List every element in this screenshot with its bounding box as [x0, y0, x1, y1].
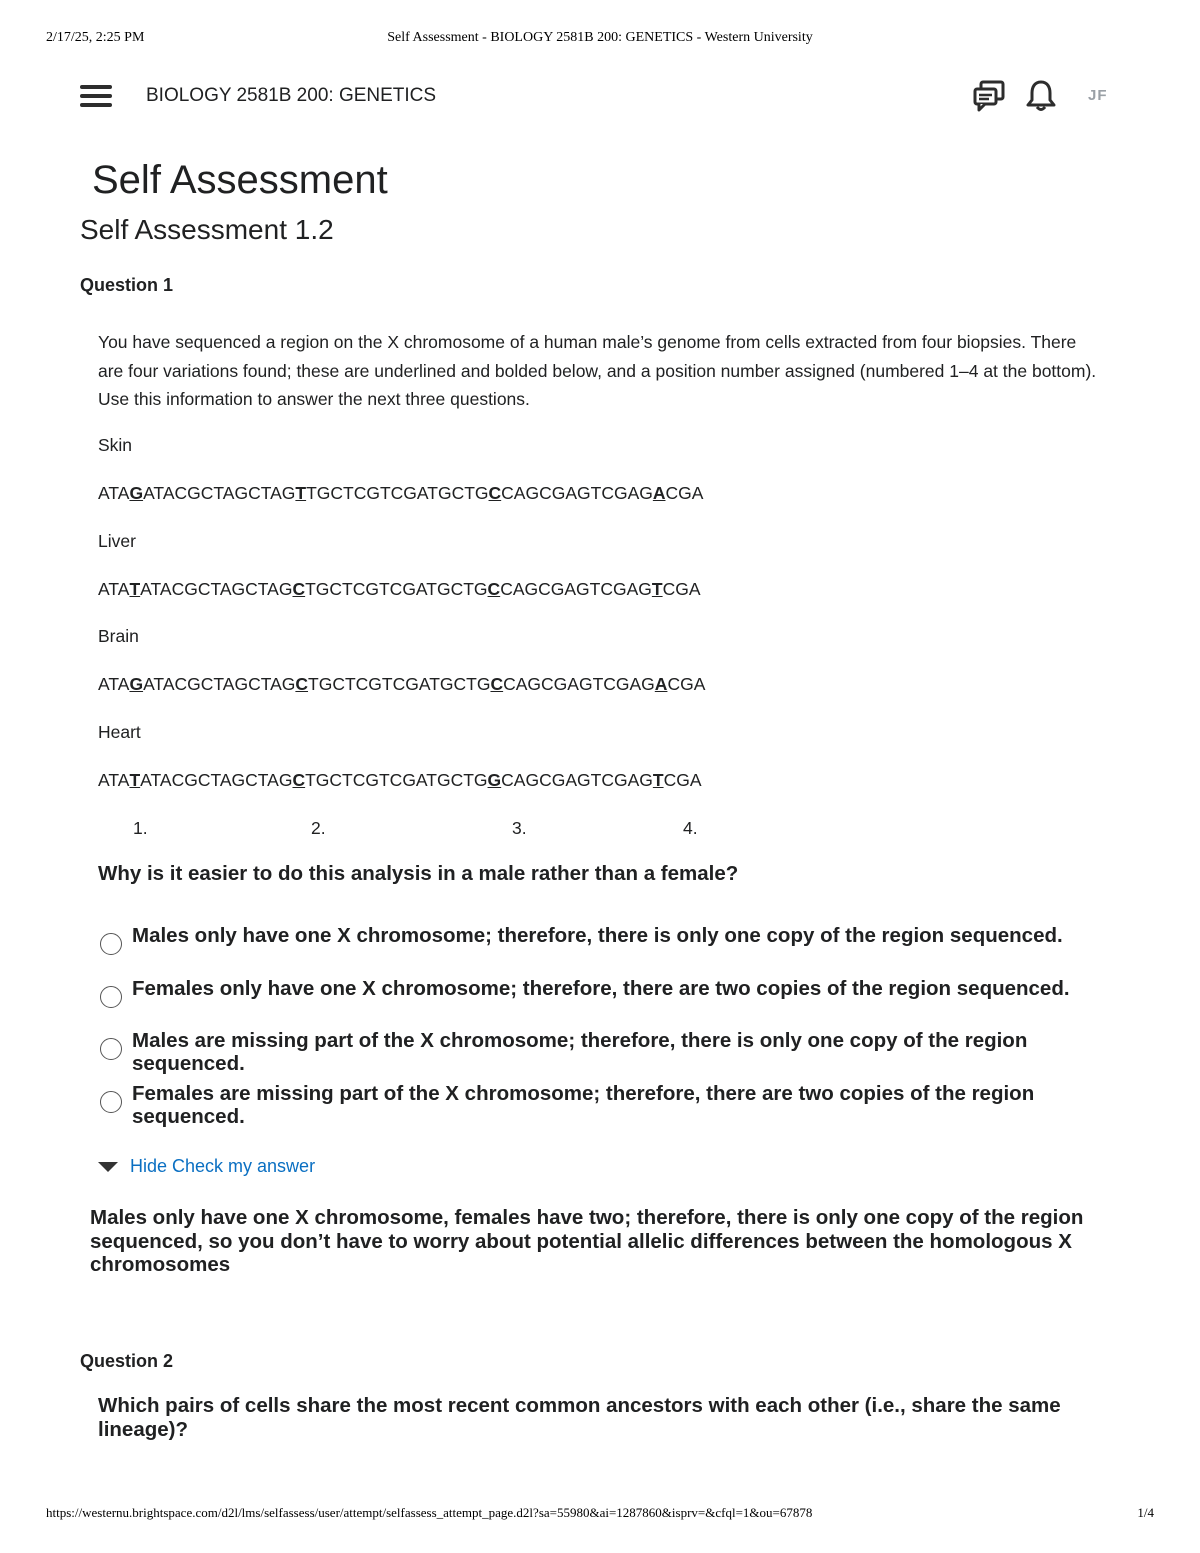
position-label: 2.: [311, 818, 326, 838]
question-2-label: Question 2: [80, 1351, 174, 1371]
print-timestamp: 2/17/25, 2:25 PM: [46, 30, 145, 45]
print-header: [0, 30, 1200, 50]
answer-option-label: Males are missing part of the X chromosome; therefore, there is only one copy of the region sequenced.: [132, 1029, 1028, 1075]
avatar[interactable]: JF: [1088, 87, 1108, 104]
sequence-brain: ATAGATACGCTAGCTAGCTGCTCGTCGATGCTGCCAGCGAGTCGAGACGA: [98, 674, 706, 694]
answer-option[interactable]: [100, 977, 1110, 1025]
bell-icon[interactable]: [1024, 79, 1058, 113]
question-1-intro: You have sequenced a region on the X chromosome of a human male’s genome from cells extracted from four biopsies. There are four variations found; these are underlined and bolded below, and a position number assigned (numbered 1–4 at the bottom). Use this information to answer the next three questions.: [98, 332, 1097, 409]
radio-button[interactable]: [100, 933, 122, 955]
print-footer: [0, 1505, 1200, 1525]
answer-option[interactable]: [100, 924, 1110, 972]
navbar: [0, 74, 1200, 120]
question-1-label: Question 1: [80, 275, 174, 295]
answer-option[interactable]: [100, 1082, 1110, 1130]
print-page-number: 1/4: [1137, 1505, 1154, 1520]
answer-option[interactable]: [100, 1029, 1110, 1077]
print-url: https://westernu.brightspace.com/d2l/lms/selfassess/user/attempt/selfassess_attempt_page.d2l?sa=55980&ai=1287860&isprv=&cfql=1&ou=67878: [46, 1505, 813, 1520]
menu-icon[interactable]: [80, 85, 112, 109]
tissue-label-heart: Heart: [98, 722, 141, 742]
radio-button[interactable]: [100, 1091, 122, 1113]
position-label: 3.: [512, 818, 527, 838]
radio-button[interactable]: [100, 1038, 122, 1060]
answer-option-label: Females are missing part of the X chromosome; therefore, there are two copies of the region sequenced.: [132, 1082, 1035, 1128]
answer-option-label: Males only have one X chromosome; therefore, there is only one copy of the region sequenced.: [132, 924, 1063, 947]
position-label: 4.: [683, 818, 698, 838]
sequence-skin: ATAGATACGCTAGCTAGTTGCTCGTCGATGCTGCCAGCGAGTCGAGACGA: [98, 483, 704, 503]
tissue-label-skin: Skin: [98, 435, 133, 455]
answer-option-label: Females only have one X chromosome; therefore, there are two copies of the region sequenced.: [132, 977, 1070, 1000]
caret-down-icon: [98, 1162, 118, 1172]
question-1-prompt: Why is it easier to do this analysis in a male rather than a female?: [98, 862, 739, 885]
page-subtitle: Self Assessment 1.2: [80, 214, 334, 245]
chat-icon[interactable]: [972, 79, 1006, 113]
page-title: Self Assessment: [92, 158, 388, 202]
check-answer-toggle-label[interactable]: Hide Check my answer: [130, 1156, 316, 1176]
sequence-heart: ATATATACGCTAGCTAGCTGCTCGTCGATGCTGGCAGCGAGTCGAGTCGA: [98, 770, 702, 790]
radio-button[interactable]: [100, 986, 122, 1008]
question-2-prompt: Which pairs of cells share the most recent common ancestors with each other (i.e., share the same lineage)?: [98, 1394, 1061, 1441]
answer-feedback: Males only have one X chromosome, females have two; therefore, there is only one copy of the region sequenced, so you don’t have to worry about potential allelic differences between the homologous X chromosomes: [90, 1206, 1084, 1276]
course-title[interactable]: BIOLOGY 2581B 200: GENETICS: [146, 85, 437, 106]
sequence-liver: ATATATACGCTAGCTAGCTGCTCGTCGATGCTGCCAGCGAGTCGAGTCGA: [98, 579, 701, 599]
tissue-label-brain: Brain: [98, 626, 139, 646]
tissue-label-liver: Liver: [98, 531, 136, 551]
position-label: 1.: [133, 818, 148, 838]
print-doc-title: Self Assessment - BIOLOGY 2581B 200: GENETICS - Western University: [387, 30, 813, 45]
